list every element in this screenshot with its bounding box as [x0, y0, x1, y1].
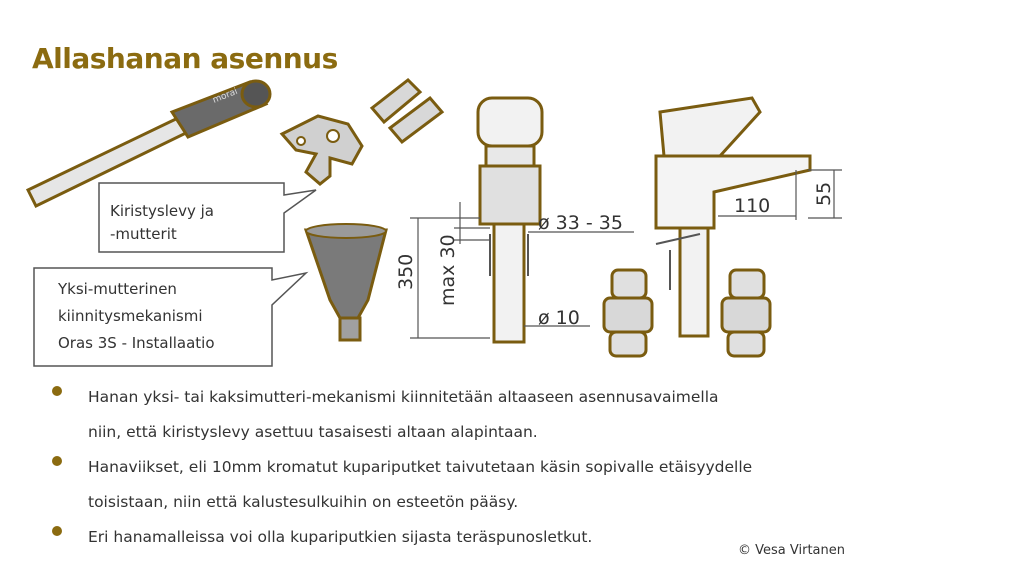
callout-line: Kiristyslevy ja: [110, 202, 215, 220]
tool-logo-text: morai: [211, 86, 240, 106]
bullet-item: [52, 380, 872, 450]
bullet-dot: [52, 526, 62, 536]
nuts-illustration: [372, 80, 442, 142]
dim-total-height: 350: [395, 253, 417, 290]
dim-inlet-diameter: ø 33 - 35: [538, 212, 623, 234]
bullet-list: [52, 380, 872, 555]
bullet-line: toisistaan, niin että kalustesulkuihin on esteetön pääsy.: [88, 493, 519, 511]
bullet-line: Eri hanamalleissa voi olla kupariputkien sijasta teräspunosletkut.: [88, 528, 593, 546]
callout-text-kiristyslevy: [110, 200, 214, 246]
shutoff-valve-right: [722, 270, 770, 356]
callout-line: Yksi-mutterinen: [58, 280, 177, 298]
tightening-plate-illustration: [282, 116, 362, 184]
bullet-item: [52, 450, 872, 520]
dim-spout-height: 55: [813, 181, 835, 206]
dim-pipe-diameter: ø 10: [538, 307, 580, 329]
bullet-dot: [52, 386, 62, 396]
callout-text-mekanismi: [58, 276, 215, 357]
bullet-line: niin, että kiristyslevy asettuu tasaisesti altaan alapintaan.: [88, 423, 538, 441]
dim-max-30: max 30: [437, 234, 459, 306]
bullet-line: Hanan yksi- tai kaksimutteri-mekanismi kiinnitetään altaaseen asennusavaimella: [88, 388, 719, 406]
faucet-front-view: [478, 98, 542, 342]
callout-line: -mutterit: [110, 225, 177, 243]
callout-line: Oras 3S - Installaatio: [58, 334, 215, 352]
dim-spout-length: 110: [734, 195, 771, 217]
callout-line: kiinnitysmekanismi: [58, 307, 203, 325]
shutoff-valve-left: [604, 270, 652, 356]
mounting-mechanism-illustration: [306, 224, 386, 340]
copyright-notice: © Vesa Virtanen: [738, 543, 845, 558]
bullet-dot: [52, 456, 62, 466]
page-title: Allashanan asennus: [32, 42, 338, 75]
bullet-line: Hanaviikset, eli 10mm kromatut kupariputket taivutetaan käsin sopivalle etäisyydelle: [88, 458, 753, 476]
